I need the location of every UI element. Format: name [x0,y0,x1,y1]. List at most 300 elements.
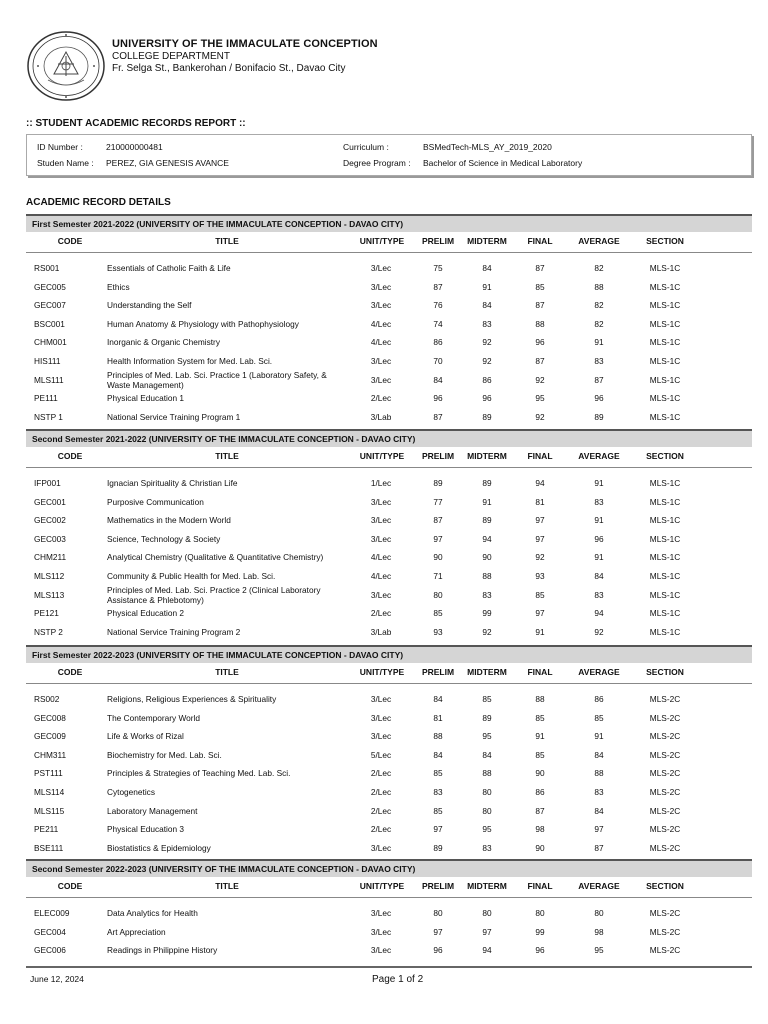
cell-prelim: 88 [433,731,443,742]
cell-midterm: 91 [482,496,492,507]
col-midterm-header: MIDTERM [467,881,507,891]
student-name-label: Studen Name : [37,158,94,168]
cell-code: NSTP 1 [34,411,63,422]
cell-average: 87 [594,374,604,385]
cell-code: GEC004 [34,926,66,937]
curriculum-label: Curriculum : [343,142,389,152]
cell-final: 81 [535,496,545,507]
col-average-header: AVERAGE [578,451,620,461]
cell-prelim: 76 [433,300,443,311]
cell-section: MLS-2C [649,945,681,956]
col-code-header: CODE [57,667,83,677]
cell-final: 85 [535,749,545,760]
cell-unit: 3/Lec [370,926,392,937]
cell-final: 96 [535,945,545,956]
cell-section: MLS-1C [649,355,681,366]
student-info-box [26,134,752,176]
cell-code: RS001 [34,263,60,273]
cell-unit: 3/Lec [370,263,392,273]
table-row [26,622,752,641]
cell-average: 83 [594,496,604,507]
cell-final: 99 [535,926,545,937]
cell-midterm: 94 [482,945,492,956]
cell-average: 97 [594,824,604,835]
cell-code: BSC001 [34,318,65,329]
cell-section: MLS-1C [649,626,681,637]
cell-average: 82 [594,300,604,311]
col-prelim-header: PRELIM [421,451,455,461]
cell-title: Ignacian Spirituality & Christian Life [107,478,238,488]
cell-unit: 3/Lab [370,411,392,422]
col-average-header: AVERAGE [578,667,620,677]
col-code-header: CODE [57,236,83,246]
col-code-header: CODE [57,881,83,891]
cell-prelim: 80 [433,589,443,600]
cell-midterm: 84 [482,300,492,311]
cell-midterm: 95 [482,731,492,742]
cell-code: MLS111 [34,374,64,385]
col-prelim-header: PRELIM [421,881,455,891]
cell-final: 85 [535,589,545,600]
report-title: :: STUDENT ACADEMIC RECORDS REPORT :: [26,118,246,129]
cell-unit: 3/Lec [370,496,392,507]
cell-section: MLS-2C [649,842,681,853]
col-prelim-header: PRELIM [421,236,455,246]
cell-unit: 4/Lec [370,552,392,563]
degree-program-label: Degree Program : [343,158,411,168]
table-row [26,277,752,296]
column-headers [26,663,752,684]
cell-title: Essentials of Catholic Faith & Life [107,263,231,273]
cell-prelim: 96 [433,393,443,404]
cell-title: Principles of Med. Lab. Sci. Practice 1 (Laboratory Safety, & Waste Management) [107,369,327,390]
col-section-header: SECTION [646,236,684,246]
cell-section: MLS-1C [649,263,681,273]
university-address: Fr. Selga St., Bankerohan / Bonifacio St., Davao City [112,63,346,74]
cell-midterm: 97 [482,926,492,937]
table-row [26,547,752,566]
col-title-header: TITLE [215,667,239,677]
cell-title: Cytogenetics [107,786,155,797]
cell-midterm: 86 [482,374,492,385]
cell-average: 91 [594,478,604,488]
cell-average: 95 [594,945,604,956]
cell-unit: 3/Lec [370,281,392,292]
cell-unit: 3/Lec [370,712,392,723]
cell-code: PE121 [34,608,59,619]
semester-title: Second Semester 2021-2022 (UNIVERSITY OF THE IMMACULATE CONCEPTION - DAVAO CITY) [26,429,752,447]
cell-midterm: 89 [482,411,492,422]
column-headers [26,232,752,253]
cell-prelim: 90 [433,552,443,563]
table-row [26,940,752,959]
cell-final: 97 [535,608,545,619]
col-average-header: AVERAGE [578,881,620,891]
cell-midterm: 83 [482,589,492,600]
col-unit-header: UNIT/TYPE [359,881,405,891]
cell-code: GEC006 [34,945,66,956]
university-header [112,38,378,74]
course-rows [26,468,752,640]
cell-midterm: 89 [482,515,492,526]
cell-midterm: 88 [482,570,492,581]
cell-code: GEC008 [34,712,66,723]
cell-average: 84 [594,805,604,816]
cell-final: 95 [535,393,545,404]
cell-average: 91 [594,552,604,563]
cell-average: 85 [594,712,604,723]
cell-final: 87 [535,805,545,816]
footer-divider [26,966,752,968]
cell-prelim: 89 [433,842,443,853]
cell-midterm: 83 [482,842,492,853]
col-prelim-header: PRELIM [421,667,455,677]
curriculum-value: BSMedTech-MLS_AY_2019_2020 [423,142,552,152]
cell-prelim: 85 [433,805,443,816]
cell-section: MLS-2C [649,824,681,835]
university-seal-logo [26,30,106,102]
cell-unit: 2/Lec [370,768,392,779]
cell-prelim: 74 [433,318,443,329]
cell-final: 88 [535,694,545,704]
semester-block [26,859,752,959]
cell-average: 86 [594,694,604,704]
cell-average: 89 [594,411,604,422]
cell-average: 92 [594,626,604,637]
cell-unit: 3/Lec [370,515,392,526]
semester-block [26,645,752,856]
cell-prelim: 85 [433,608,443,619]
cell-code: PST111 [34,768,63,779]
cell-unit: 2/Lec [370,608,392,619]
cell-title: Biochemistry for Med. Lab. Sci. [107,749,222,760]
table-row [26,566,752,585]
table-row [26,314,752,333]
cell-unit: 4/Lec [370,570,392,581]
cell-section: MLS-2C [649,926,681,937]
cell-midterm: 89 [482,478,492,488]
cell-unit: 3/Lec [370,945,392,956]
table-row [26,689,752,708]
cell-title: Biostatistics & Epidemiology [107,842,211,853]
table-row [26,819,752,838]
table-row [26,603,752,622]
cell-midterm: 85 [482,694,492,704]
cell-code: NSTP 2 [34,626,63,637]
cell-final: 94 [535,478,545,488]
cell-prelim: 77 [433,496,443,507]
cell-unit: 3/Lec [370,374,392,385]
cell-section: MLS-1C [649,533,681,544]
cell-prelim: 97 [433,824,443,835]
cell-code: BSE111 [34,842,64,853]
cell-prelim: 89 [433,478,443,488]
page-number: Page 1 of 2 [372,974,424,985]
cell-section: MLS-2C [649,786,681,797]
cell-unit: 4/Lec [370,337,392,348]
semester-block [26,214,752,425]
cell-section: MLS-1C [649,281,681,292]
cell-midterm: 80 [482,908,492,918]
col-midterm-header: MIDTERM [467,667,507,677]
cell-section: MLS-2C [649,908,681,918]
table-row [26,782,752,801]
cell-prelim: 87 [433,515,443,526]
degree-program-value: Bachelor of Science in Medical Laboratory [423,158,583,168]
cell-section: MLS-1C [649,608,681,619]
cell-midterm: 99 [482,608,492,619]
table-row [26,801,752,820]
cell-prelim: 87 [433,281,443,292]
cell-code: GEC007 [34,300,66,311]
cell-code: GEC005 [34,281,66,292]
cell-average: 88 [594,281,604,292]
cell-code: CHM211 [34,552,67,563]
course-rows [26,898,752,959]
cell-average: 82 [594,318,604,329]
col-unit-header: UNIT/TYPE [359,451,405,461]
col-unit-header: UNIT/TYPE [359,236,405,246]
cell-prelim: 84 [433,749,443,760]
cell-title: Physical Education 2 [107,608,185,619]
cell-final: 96 [535,337,545,348]
cell-code: IFP001 [34,478,61,488]
cell-midterm: 95 [482,824,492,835]
col-code-header: CODE [57,451,83,461]
cell-unit: 3/Lec [370,533,392,544]
table-row [26,708,752,727]
cell-midterm: 83 [482,318,492,329]
cell-average: 83 [594,589,604,600]
cell-final: 85 [535,281,545,292]
cell-title: Principles of Med. Lab. Sci. Practice 2 (Clinical Laboratory Assistance & Phlebotomy) [107,584,321,605]
cell-code: CHM001 [34,337,67,348]
cell-final: 87 [535,355,545,366]
cell-title: Readings in Philippine History [107,945,218,956]
cell-midterm: 92 [482,626,492,637]
cell-final: 92 [535,411,545,422]
column-headers [26,877,752,898]
cell-unit: 3/Lab [370,626,392,637]
cell-unit: 3/Lec [370,300,392,311]
cell-final: 90 [535,768,545,779]
cell-code: CHM311 [34,749,67,760]
cell-code: MLS114 [34,786,65,797]
cell-section: MLS-2C [649,805,681,816]
course-rows [26,253,752,425]
table-row [26,351,752,370]
cell-midterm: 92 [482,355,492,366]
cell-average: 96 [594,533,604,544]
cell-average: 96 [594,393,604,404]
col-final-header: FINAL [527,236,553,246]
col-final-header: FINAL [527,881,553,891]
cell-section: MLS-2C [649,749,681,760]
cell-unit: 3/Lec [370,842,392,853]
table-row [26,838,752,857]
col-final-header: FINAL [527,667,553,677]
department-name: COLLEGE DEPARTMENT [112,51,230,62]
cell-title: Data Analytics for Health [107,908,198,918]
cell-section: MLS-1C [649,374,681,385]
table-row [26,510,752,529]
col-midterm-header: MIDTERM [467,451,507,461]
cell-average: 87 [594,842,604,853]
cell-average: 82 [594,263,604,273]
cell-section: MLS-1C [649,589,681,600]
cell-prelim: 80 [433,908,443,918]
cell-prelim: 83 [433,786,443,797]
table-row [26,370,752,389]
cell-unit: 2/Lec [370,805,392,816]
cell-prelim: 93 [433,626,443,637]
cell-midterm: 96 [482,393,492,404]
cell-average: 83 [594,355,604,366]
table-row [26,922,752,941]
cell-code: MLS115 [34,805,65,816]
cell-title: Physical Education 3 [107,824,185,835]
cell-prelim: 84 [433,694,443,704]
cell-unit: 5/Lec [370,749,392,760]
cell-section: MLS-1C [649,337,681,348]
table-row [26,529,752,548]
cell-code: GEC001 [34,496,66,507]
cell-code: GEC009 [34,731,66,742]
table-row [26,585,752,604]
cell-section: MLS-1C [649,552,681,563]
cell-average: 84 [594,749,604,760]
cell-midterm: 80 [482,805,492,816]
cell-average: 91 [594,731,604,742]
cell-section: MLS-1C [649,318,681,329]
semester-title: Second Semester 2022-2023 (UNIVERSITY OF THE IMMACULATE CONCEPTION - DAVAO CITY) [26,859,752,877]
cell-final: 91 [535,626,545,637]
cell-section: MLS-1C [649,515,681,526]
cell-average: 83 [594,786,604,797]
cell-average: 98 [594,926,604,937]
cell-code: HIS111 [34,355,61,366]
cell-section: MLS-1C [649,300,681,311]
table-row [26,258,752,277]
cell-title: The Contemporary World [107,712,200,723]
cell-final: 80 [535,908,545,918]
cell-midterm: 89 [482,712,492,723]
cell-title: National Service Training Program 1 [107,411,241,422]
cell-section: MLS-1C [649,393,681,404]
col-average-header: AVERAGE [578,236,620,246]
table-row [26,726,752,745]
table-row [26,492,752,511]
col-final-header: FINAL [527,451,553,461]
cell-final: 97 [535,515,545,526]
cell-title: Principles & Strategies of Teaching Med. Lab. Sci. [107,768,291,779]
cell-unit: 3/Lec [370,589,392,600]
cell-prelim: 87 [433,411,443,422]
cell-prelim: 75 [433,263,443,273]
table-row [26,295,752,314]
cell-prelim: 96 [433,945,443,956]
col-section-header: SECTION [646,451,684,461]
cell-unit: 3/Lec [370,908,392,918]
university-name: UNIVERSITY OF THE IMMACULATE CONCEPTION [112,38,378,50]
table-row [26,388,752,407]
cell-title: Laboratory Management [107,805,198,816]
cell-unit: 3/Lec [370,731,392,742]
cell-midterm: 90 [482,552,492,563]
table-row [26,332,752,351]
semester-title: First Semester 2021-2022 (UNIVERSITY OF THE IMMACULATE CONCEPTION - DAVAO CITY) [26,214,752,232]
cell-section: MLS-1C [649,570,681,581]
academic-record-details-heading: ACADEMIC RECORD DETAILS [26,197,171,208]
cell-section: MLS-1C [649,478,681,488]
cell-final: 86 [535,786,545,797]
cell-unit: 2/Lec [370,786,392,797]
cell-unit: 1/Lec [370,478,392,488]
cell-unit: 3/Lec [370,355,392,366]
cell-prelim: 70 [433,355,443,366]
cell-average: 88 [594,768,604,779]
cell-title: Physical Education 1 [107,393,185,404]
cell-midterm: 94 [482,533,492,544]
cell-title: Mathematics in the Modern World [107,515,231,526]
cell-code: GEC003 [34,533,66,544]
cell-final: 88 [535,318,545,329]
cell-final: 85 [535,712,545,723]
cell-section: MLS-1C [649,496,681,507]
cell-code: MLS112 [34,570,65,581]
column-headers [26,447,752,468]
cell-midterm: 91 [482,281,492,292]
cell-final: 97 [535,533,545,544]
cell-prelim: 81 [433,712,443,723]
cell-title: Life & Works of Rizal [107,731,184,742]
id-number-label: ID Number : [37,142,83,152]
cell-title: Purposive Communication [107,496,204,507]
cell-midterm: 88 [482,768,492,779]
student-name-value: PEREZ, GIA GENESIS AVANCE [106,158,229,168]
cell-title: National Service Training Program 2 [107,626,241,637]
semester-block [26,429,752,640]
cell-title: Community & Public Health for Med. Lab. Sci. [107,570,276,581]
table-row [26,745,752,764]
cell-average: 91 [594,515,604,526]
cell-title: Religions, Religious Experiences & Spirituality [107,694,277,704]
footer-date: June 12, 2024 [30,974,84,984]
cell-final: 87 [535,300,545,311]
table-row [26,763,752,782]
cell-unit: 3/Lec [370,694,392,704]
cell-prelim: 86 [433,337,443,348]
cell-average: 94 [594,608,604,619]
cell-section: MLS-1C [649,411,681,422]
cell-average: 84 [594,570,604,581]
cell-unit: 4/Lec [370,318,392,329]
cell-code: ELEC009 [34,908,70,918]
col-section-header: SECTION [646,667,684,677]
cell-average: 91 [594,337,604,348]
table-row [26,473,752,492]
cell-final: 92 [535,374,545,385]
cell-midterm: 84 [482,749,492,760]
cell-midterm: 92 [482,337,492,348]
cell-code: RS002 [34,694,60,704]
cell-title: Health Information System for Med. Lab. Sci. [107,355,273,366]
col-midterm-header: MIDTERM [467,236,507,246]
semester-title: First Semester 2022-2023 (UNIVERSITY OF THE IMMACULATE CONCEPTION - DAVAO CITY) [26,645,752,663]
cell-midterm: 80 [482,786,492,797]
cell-section: MLS-2C [649,768,681,779]
col-title-header: TITLE [215,881,239,891]
